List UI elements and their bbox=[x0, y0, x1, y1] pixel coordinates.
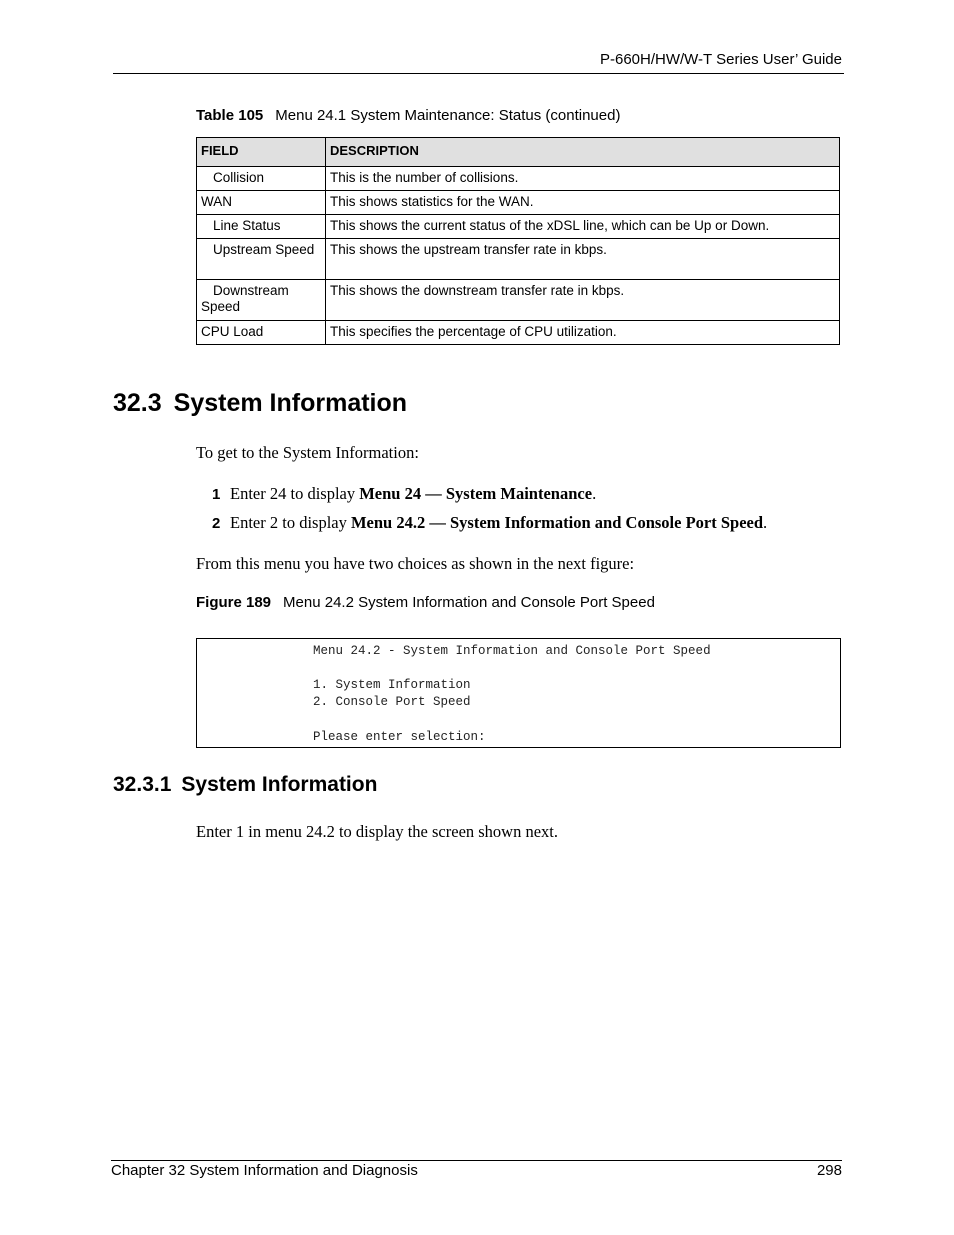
section-number: 32.3 bbox=[113, 389, 162, 417]
footer-rule bbox=[111, 1160, 842, 1161]
table-caption bbox=[196, 107, 620, 124]
subsection-text: Enter 1 in menu 24.2 to display the screen shown next. bbox=[196, 822, 559, 841]
table-caption-text: Menu 24.1 System Maintenance: Status (continued) bbox=[275, 107, 621, 124]
section-after-text: From this menu you have two choices as shown in the next figure: bbox=[196, 554, 635, 573]
menu-title-line: Menu 24.2 - System Information and Console Port Speed bbox=[313, 644, 711, 658]
step-number: 1 bbox=[212, 486, 221, 503]
header-field: FIELD bbox=[197, 138, 326, 167]
menu-prompt: Please enter selection: bbox=[313, 730, 486, 744]
step-menu-name: Menu 24 — System Maintenance bbox=[359, 484, 593, 503]
field-cell: CPU Load bbox=[197, 321, 326, 345]
field-cell: Downstream Speed bbox=[197, 280, 326, 321]
step-1 bbox=[212, 484, 596, 504]
table-header-row bbox=[197, 138, 840, 167]
table-row bbox=[197, 215, 840, 239]
subsection-number: 32.3.1 bbox=[113, 773, 172, 796]
section-heading bbox=[113, 389, 407, 418]
field-cell: WAN bbox=[197, 191, 326, 215]
subsection-heading bbox=[113, 773, 377, 797]
table-row bbox=[197, 239, 840, 280]
header-rule bbox=[113, 73, 844, 74]
figure-caption bbox=[196, 594, 655, 611]
field-cell: Collision bbox=[197, 167, 326, 191]
field-cell: Upstream Speed bbox=[197, 239, 326, 280]
step-text: Enter 2 to display bbox=[230, 513, 351, 532]
table-row bbox=[197, 167, 840, 191]
table-caption-label: Table 105 bbox=[196, 107, 264, 124]
field-cell: Line Status bbox=[197, 215, 326, 239]
status-table bbox=[196, 137, 840, 345]
header-description: DESCRIPTION bbox=[326, 138, 840, 167]
description-cell: This shows the current status of the xDSL line, which can be Up or Down. bbox=[326, 215, 840, 239]
table-row bbox=[197, 321, 840, 345]
menu-screen bbox=[196, 638, 841, 748]
step-2 bbox=[212, 513, 767, 533]
menu-option-1: 1. System Information bbox=[313, 678, 471, 692]
running-header: P-660H/HW/W-T Series User’ Guide bbox=[599, 51, 842, 68]
description-cell: This is the number of collisions. bbox=[326, 167, 840, 191]
step-punct: . bbox=[592, 484, 597, 503]
section-title: System Information bbox=[173, 389, 408, 417]
step-punct: . bbox=[763, 513, 768, 532]
description-cell: This shows the downstream transfer rate in kbps. bbox=[326, 280, 840, 321]
figure-title: Menu 24.2 System Information and Console Port Speed bbox=[283, 594, 655, 611]
footer-chapter: Chapter 32 System Information and Diagnosis bbox=[111, 1162, 418, 1179]
menu-option-2: 2. Console Port Speed bbox=[313, 695, 471, 709]
table-row bbox=[197, 191, 840, 215]
table-row bbox=[197, 280, 840, 321]
description-cell: This specifies the percentage of CPU utilization. bbox=[326, 321, 840, 345]
description-cell: This shows the upstream transfer rate in kbps. bbox=[326, 239, 840, 280]
step-menu-name: Menu 24.2 — System Information and Console Port Speed bbox=[350, 513, 764, 532]
page-number: 298 bbox=[816, 1162, 842, 1179]
subsection-title: System Information bbox=[181, 773, 378, 796]
description-cell: This shows statistics for the WAN. bbox=[326, 191, 840, 215]
step-text: Enter 24 to display bbox=[230, 484, 360, 503]
step-number: 2 bbox=[212, 515, 221, 532]
figure-label: Figure 189 bbox=[196, 594, 272, 611]
section-intro: To get to the System Information: bbox=[196, 443, 419, 462]
